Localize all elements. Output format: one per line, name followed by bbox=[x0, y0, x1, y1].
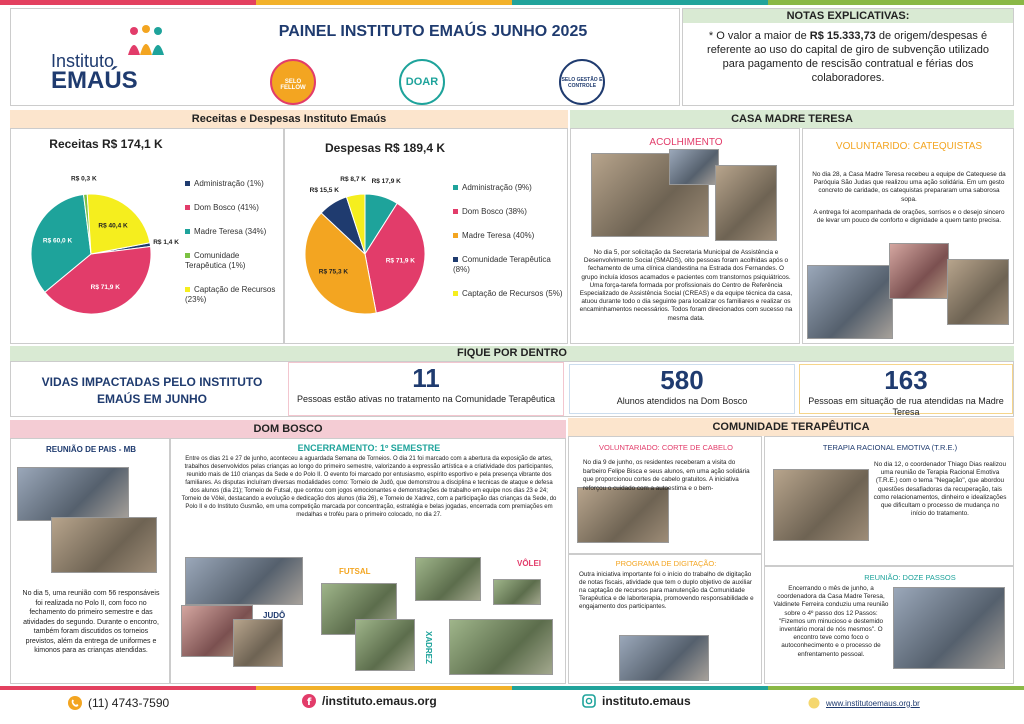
despesas-panel bbox=[284, 128, 568, 344]
legend-swatch bbox=[453, 233, 458, 238]
pie-label-3: R$ 0,3 K bbox=[71, 175, 97, 183]
legend-item bbox=[453, 289, 565, 299]
receitas-panel bbox=[10, 128, 284, 344]
reuniao-text: No dia 5, uma reunião com 56 responsáveis foi realizada no Polo II, com foco no fechamento do primeiro semestre e das atividades do segundo. Durante o encontro, também foram discutidos os torneios previstos, além da entrega de uniformes e kimonos para as crianças atendidas. bbox=[22, 590, 160, 654]
legend-label: Comunidade Terapêutica (8%) bbox=[453, 255, 551, 274]
legend-item bbox=[185, 179, 281, 189]
page-title: PAINEL INSTITUTO EMAÚS JUNHO 2025 bbox=[278, 23, 588, 40]
label-xadrez: XADREZ bbox=[424, 631, 433, 664]
acolhimento-title: ACOLHIMENTO bbox=[649, 137, 723, 148]
legend-swatch bbox=[185, 229, 190, 234]
instagram-text: instituto.emaus bbox=[602, 694, 691, 708]
tre-panel bbox=[764, 436, 1014, 566]
digitacao-text: Outra iniciativa importante foi o início do trabalho de digitação de notas fiscais, atividade que tem o duplo objetivo de auxiliar na captação de recursos para manutenção da Comunidade Terapêutica e de laborterapia, promovendo responsabilidade e engajamento dos participantes. bbox=[579, 571, 754, 610]
logo-bottom-text: EMAÚS bbox=[51, 67, 138, 94]
legend-label: Captação de Recursos (5%) bbox=[462, 289, 563, 298]
doar-seal bbox=[399, 59, 445, 105]
voluntariado-photo-3 bbox=[947, 259, 1009, 325]
pie-label-2: R$ 75,3 K bbox=[318, 268, 349, 276]
pie-label-4: R$ 40,4 K bbox=[98, 222, 128, 230]
tre-photo bbox=[773, 469, 869, 541]
counter-ct-value: 11 bbox=[412, 363, 440, 393]
legend-item bbox=[453, 231, 565, 241]
despesas-legend bbox=[453, 183, 565, 313]
tre-text: No dia 12, o coordenador Thiago Dias realizou uma reunião de Terapia Racional Emotiva (T.R.E.) com o tema "Negação", que abordou questões desafiadoras da recuperação, tais como relacionamentos, dinheiro e idealizações que dificultam o processo de mudança no início do tratamento. bbox=[873, 461, 1007, 518]
globe-icon bbox=[808, 697, 820, 709]
digitacao-title: PROGRAMA DE DIGITAÇÃO: bbox=[615, 559, 717, 568]
receitas-pie bbox=[11, 169, 181, 339]
doze-title: REUNIÃO: DOZE PASSOS bbox=[864, 573, 956, 582]
legend-item bbox=[185, 203, 281, 213]
reuniao-panel bbox=[10, 438, 170, 684]
corte-panel bbox=[568, 436, 762, 554]
phone-icon bbox=[68, 696, 82, 710]
footer-facebook[interactable] bbox=[302, 694, 437, 708]
emaus-logo bbox=[51, 25, 171, 95]
footer-strip bbox=[0, 686, 1024, 690]
pie-label-2: R$ 60,0 K bbox=[42, 237, 73, 245]
seal-doar-text: DOAR bbox=[405, 76, 439, 88]
legend-label: Comunidade Terapêutica (1%) bbox=[185, 251, 246, 270]
counter-ct bbox=[288, 362, 564, 416]
encerramento-panel bbox=[170, 438, 566, 684]
counter-db-label: Alunos atendidos na Dom Bosco bbox=[616, 396, 748, 406]
notes-text bbox=[683, 23, 1013, 91]
acolhimento-panel bbox=[570, 128, 800, 344]
legend-swatch bbox=[453, 185, 458, 190]
legend-item bbox=[185, 251, 281, 271]
legend-label: Dom Bosco (41%) bbox=[194, 203, 259, 212]
legend-item bbox=[453, 207, 565, 217]
photo-judo-2 bbox=[233, 619, 283, 667]
digitacao-panel bbox=[568, 554, 762, 684]
legend-label: Captação de Recursos (23%) bbox=[185, 285, 276, 304]
footer-site[interactable] bbox=[808, 697, 920, 709]
encerramento-title: ENCERRAMENTO: 1º SEMESTRE bbox=[297, 443, 441, 453]
legend-label: Madre Teresa (34%) bbox=[194, 227, 267, 236]
seal-fellow-text: SELO FELLOW bbox=[280, 79, 306, 91]
pie-label-0: R$ 17,9 K bbox=[371, 178, 401, 186]
despesas-pie bbox=[285, 169, 455, 339]
pie-label-1: R$ 71,9 K bbox=[385, 257, 416, 265]
photo-exposicao bbox=[185, 557, 303, 605]
counter-mt-label: Pessoas em situação de rua atendidas na Madre Teresa bbox=[808, 396, 1004, 417]
header-panel bbox=[10, 8, 680, 106]
voluntariado-photo-1 bbox=[807, 265, 893, 339]
fique-panel bbox=[10, 361, 1014, 417]
fique-title: FIQUE POR DENTRO bbox=[10, 346, 1014, 361]
dombosco-title: DOM BOSCO bbox=[10, 420, 566, 438]
corte-title: VOLUNTARIADO: CORTE DE CABELO bbox=[599, 443, 733, 452]
label-futsal: FUTSAL bbox=[339, 567, 371, 576]
finance-title: Receitas e Despesas Instituto Emaús bbox=[10, 110, 568, 128]
pie-label-0: R$ 1,4 K bbox=[153, 239, 179, 247]
label-judo: JUDÔ bbox=[263, 611, 286, 620]
photo-futsal-2 bbox=[355, 619, 415, 671]
counter-db-value: 580 bbox=[660, 365, 704, 395]
notes-value: R$ 15.333,73 bbox=[809, 30, 876, 42]
legend-item bbox=[185, 227, 281, 237]
legend-item bbox=[453, 183, 565, 193]
pie-label-4: R$ 8,7 K bbox=[340, 175, 366, 183]
receitas-legend bbox=[185, 179, 281, 319]
despesas-title: Despesas R$ 189,4 K bbox=[324, 141, 446, 155]
voluntariado-text-2: A entrega foi acompanhada de orações, sorrisos e o desejo sincero de levar um pouco de conforto e dignidade a quem tanto precisa. bbox=[813, 209, 1005, 225]
legend-label: Dom Bosco (38%) bbox=[462, 207, 527, 216]
reuniao-photo-1 bbox=[17, 467, 129, 521]
legend-swatch bbox=[185, 181, 190, 186]
doze-panel bbox=[764, 566, 1014, 684]
reuniao-photo-2 bbox=[51, 517, 157, 573]
label-volei: VÔLEI bbox=[517, 559, 542, 568]
digitacao-photo bbox=[619, 635, 709, 681]
ct-title: COMUNIDADE TERAPÊUTICA bbox=[568, 418, 1014, 436]
photo-xadrez bbox=[449, 619, 553, 675]
site-text: www.institutoemaus.org.br bbox=[826, 698, 920, 708]
facebook-text: /instituto.emaus.org bbox=[322, 694, 437, 708]
vidas-impactadas: VIDAS IMPACTADAS PELO INSTITUTO EMAÚS EM JUNHO bbox=[41, 375, 263, 406]
notes-panel bbox=[682, 8, 1014, 106]
acolhimento-photo-2 bbox=[669, 149, 719, 185]
notes-text-b: de origem/despesas é referente ao uso do capital de giro de subvenção utilizado para pagamento de rescisão contratual e férias dos colaboradores. bbox=[707, 30, 989, 84]
notes-text-a: * O valor a maior de bbox=[708, 30, 810, 42]
legend-swatch bbox=[453, 291, 458, 296]
footer-phone[interactable] bbox=[68, 696, 169, 710]
corte-photo bbox=[577, 487, 669, 543]
photo-volei-2 bbox=[493, 579, 541, 605]
receitas-title: Receitas R$ 174,1 K bbox=[49, 137, 163, 151]
voluntariado-title: VOLUNTARIDO: CATEQUISTAS bbox=[835, 141, 983, 152]
encerramento-text: Entre os dias 21 e 27 de junho, aconteceu a aguardada Semana de Torneios. O dia 21 foi marcado com a abertura da exposição de artes, trabalhos desenvolvidos pelas crianças ao longo do primeiro semestre, valorizando a expressão artística e a criatividade dos participantes, reunido mais de 110 crianças da Sede e do Polo II. O evento foi marcado por entusiasmo, espírito esportivo e pela presença vibrante dos familiares. As disputas incluíram diversas modalidades como: Torneio de Judô, que demonstrou a disciplina e tecnicas de ataque e defesa dos alunos (dia 21); Torneio de Futsal, que contou com jogos emocionantes e demonstrações de trabalho em equipe nos dias 23 e 24; Torneio de Vôlei, destacando a evolução e dedicação dos alunos (dia 26), e Torneio de Xadrez, com a participação das crianças da Sede, do Polo II e do Instituto Gusmão, em uma competição marcada por concentração, estratégia e belas jogadas, encerrada com premiações em medalhas e troféu para o primeiro colocado, no dia 27. bbox=[181, 456, 557, 518]
gestao-seal bbox=[559, 59, 605, 105]
acolhimento-photo-3 bbox=[715, 165, 777, 241]
fellow-seal bbox=[270, 59, 316, 105]
legend-swatch bbox=[185, 287, 190, 292]
acolhimento-text: No dia 5, por solicitação da Secretaria Municipal de Assistência e Desenvolvimento Social (SMADS), oito pessoas foram acolhidas após o fechamento de uma clínica clandestina na Estrada dos Fernandes. O grupo incluía idosos acamados e pacientes com transtornos psiquiátricos. Uma força-tarefa formada por profissionais do Centro de Referência Especializado de Assistência Social (CREAS) e da equipe técnica da casa, atuou durante todo o dia seguinte para localizar os familiares e realizar os encaminhamentos necessários. Todos foram direcionados com sucesso na mesma data. bbox=[579, 249, 793, 322]
seal-gestao-text: SELO GESTÃO E CONTROLE bbox=[561, 77, 603, 89]
corte-text: No dia 9 de junho, os residentes receberam a visita do barbeiro Felipe Bisca e seus alunos, em uma ação solidária que proporcionou cortes de cabelo gratuitos. A iniciativa reforçou o cuidado com a autoestima e o bem- bbox=[583, 459, 750, 492]
notes-title: NOTAS EXPLICATIVAS: bbox=[683, 9, 1013, 23]
legend-item bbox=[453, 255, 565, 275]
voluntariado-text-1: No dia 28, a Casa Madre Teresa recebeu a equipe de Catequese da Paróquia São Judas que realizou uma ação solidária. Em um gesto concreto de caridade, os catequistas prepararam uma saborosa sopa. bbox=[812, 171, 1006, 203]
pie-label-1: R$ 71,9 K bbox=[90, 284, 120, 292]
logo-figures-icon bbox=[126, 25, 166, 59]
voluntariado-panel bbox=[802, 128, 1014, 344]
footer-instagram[interactable] bbox=[582, 694, 691, 708]
counter-mt bbox=[799, 364, 1013, 417]
logo-top-text: Instituto bbox=[51, 51, 115, 71]
pie-label-3: R$ 15,5 K bbox=[309, 186, 339, 194]
legend-swatch bbox=[453, 257, 458, 262]
legend-label: Madre Teresa (40%) bbox=[462, 231, 535, 240]
legend-item bbox=[185, 285, 281, 305]
tre-title: TERAPIA RACIONAL EMOTIVA (T.R.E.) bbox=[822, 443, 958, 452]
doze-photo bbox=[893, 587, 1005, 669]
instagram-icon bbox=[582, 694, 596, 708]
legend-label: Administração (1%) bbox=[194, 179, 264, 188]
doze-text: Encerrando o mês de junho, a coordenadora da Casa Madre Teresa, Valdinete Ferreira conduziu uma reunião sobre o 4º passo dos 12 Passos: "Fizemos um minucioso e destemido inventário moral de nós mesmos". O encontro teve como foco o autoconhecimento e o processo de enfrentamento pessoal. bbox=[773, 585, 889, 658]
madre-title: CASA MADRE TERESA bbox=[570, 110, 1014, 128]
legend-swatch bbox=[185, 253, 190, 258]
voluntariado-photo-2 bbox=[889, 243, 949, 299]
legend-swatch bbox=[453, 209, 458, 214]
reuniao-title: REUNIÃO DE PAIS - MB bbox=[45, 445, 137, 454]
facebook-icon bbox=[302, 694, 316, 708]
legend-label: Administração (9%) bbox=[462, 183, 532, 192]
counter-ct-label: Pessoas estão ativas no tratamento na Comunidade Terapêutica bbox=[297, 394, 555, 404]
phone-text: (11) 4743-7590 bbox=[88, 696, 170, 710]
photo-volei-1 bbox=[415, 557, 481, 601]
top-color-strip bbox=[0, 0, 1024, 5]
svg-text:f: f bbox=[307, 697, 312, 708]
counter-db bbox=[569, 364, 795, 414]
legend-swatch bbox=[185, 205, 190, 210]
counter-mt-value: 163 bbox=[884, 365, 928, 395]
